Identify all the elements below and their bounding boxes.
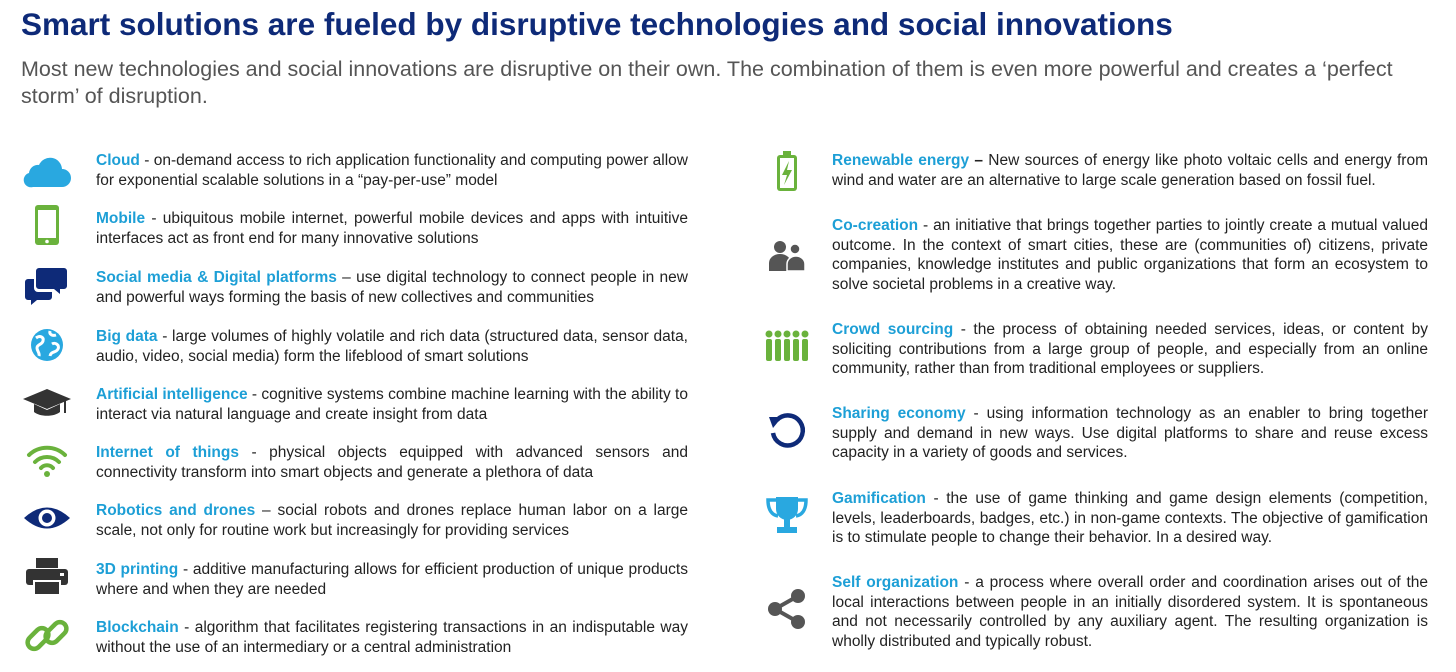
globe-icon xyxy=(20,318,74,372)
cloud-icon xyxy=(20,148,74,202)
wifi-icon xyxy=(20,434,74,488)
item-term: Robotics and drones xyxy=(96,502,256,519)
page-title: Smart solutions are fueled by disruptive technologies and social innovations xyxy=(21,6,1173,42)
eye-icon xyxy=(20,491,74,545)
item-desc: New sources of energy like photo voltaic cells and energy from wind and water are an alternative to large scale generation based on fossil fuel. xyxy=(832,152,1429,189)
chain-link-icon xyxy=(20,609,74,663)
item-term: Social media & Digital platforms xyxy=(96,269,337,286)
people-pair-icon xyxy=(760,229,814,283)
item-term: Big data xyxy=(96,328,158,345)
item-desc: – social robots and drones replace human labor on a large scale, not only for routine work but increasingly for providing services xyxy=(96,502,688,539)
item-term: Mobile xyxy=(96,210,146,227)
item-desc: - a process where overall order and coordination arises out of the local interactions between people in an initially disordered system. It is spontaneous and not necessarily controlled by any auxiliary agent. The resulting organization is wholly distributed and typically robust. xyxy=(832,574,1429,650)
item-desc: - additive manufacturing allows for efficient production of unique products where and when they are needed xyxy=(96,561,688,598)
item-desc: - physical objects equipped with advanced sensors and connectivity transform into smart objects and generate a plethora of data xyxy=(96,444,689,481)
item-dash: – xyxy=(969,152,984,169)
item-desc: - using information technology as an enabler to bring together supply and demand in new ways. Use digital platforms to share and reuse excess capacity in a variety of goods and services. xyxy=(832,405,1428,461)
item-term: Sharing economy xyxy=(832,405,966,422)
page-subtitle: Most new technologies and social innovations are disruptive on their own. The combination of them is even more powerful and creates a ‘perfect storm’ of disruption. xyxy=(21,57,1393,108)
item-term: Renewable energy xyxy=(832,152,970,169)
item-term: Self organization xyxy=(832,574,959,591)
item-desc: - cognitive systems combine machine learning with the ability to interact via natural language and create insight from data xyxy=(96,386,688,423)
item-term: Internet of things xyxy=(96,444,239,461)
item-desc: - an initiative that brings together parties to jointly create a mutual valued outcome. In the context of smart cities, these are (communities of) citizens, private companies, knowledge institutes and public organizations that form an ecosystem to solve societal problems in a creative way. xyxy=(832,217,1428,293)
item-desc: - ubiquitous mobile internet, powerful mobile devices and apps with intuitive interfaces act as front end for many innovative solutions xyxy=(96,210,688,247)
graduation-cap-icon xyxy=(20,375,74,429)
item-term: Blockchain xyxy=(96,619,179,636)
item-desc: - the use of game thinking and game design elements (competition, levels, leaderboards, badges, etc.) in non-game contexts. The objective of gamification is to stimulate people to change their behavior. In a desired way. xyxy=(832,490,1428,546)
mobile-icon xyxy=(20,200,74,254)
item-term: Co-creation xyxy=(832,217,919,234)
item-term: Gamification xyxy=(832,490,926,507)
item-desc: - on-demand access to rich application functionality and computing power allow for exponential scalable solutions in a “pay-per-use” model xyxy=(96,152,688,189)
item-term: 3D printing xyxy=(96,561,179,578)
crowd-icon xyxy=(760,321,814,375)
item-desc: - the process of obtaining needed services, ideas, or content by soliciting contributions from a large group of people, and especially from an online community, rather than from traditional employees or suppliers. xyxy=(832,321,1428,377)
item-desc: - large volumes of highly volatile and rich data (structured data, sensor data, audio, video, social media) form the lifeblood of smart solutions xyxy=(96,328,688,365)
item-term: Artificial intelligence xyxy=(96,386,248,403)
item-desc: – use digital technology to connect people in new and powerful ways forming the basis of new collectives and communities xyxy=(96,269,688,306)
battery-icon xyxy=(760,146,814,200)
item-term: Crowd sourcing xyxy=(832,321,954,338)
item-desc: - algorithm that facilitates registering transactions in an indisputable way without the use of an intermediary or a central administration xyxy=(96,619,688,656)
circular-arrow-icon xyxy=(760,403,814,457)
share-icon xyxy=(760,582,814,636)
trophy-icon xyxy=(760,489,814,543)
item-term: Cloud xyxy=(96,152,140,169)
chat-bubbles-icon xyxy=(20,263,74,317)
printer-icon xyxy=(20,550,74,604)
